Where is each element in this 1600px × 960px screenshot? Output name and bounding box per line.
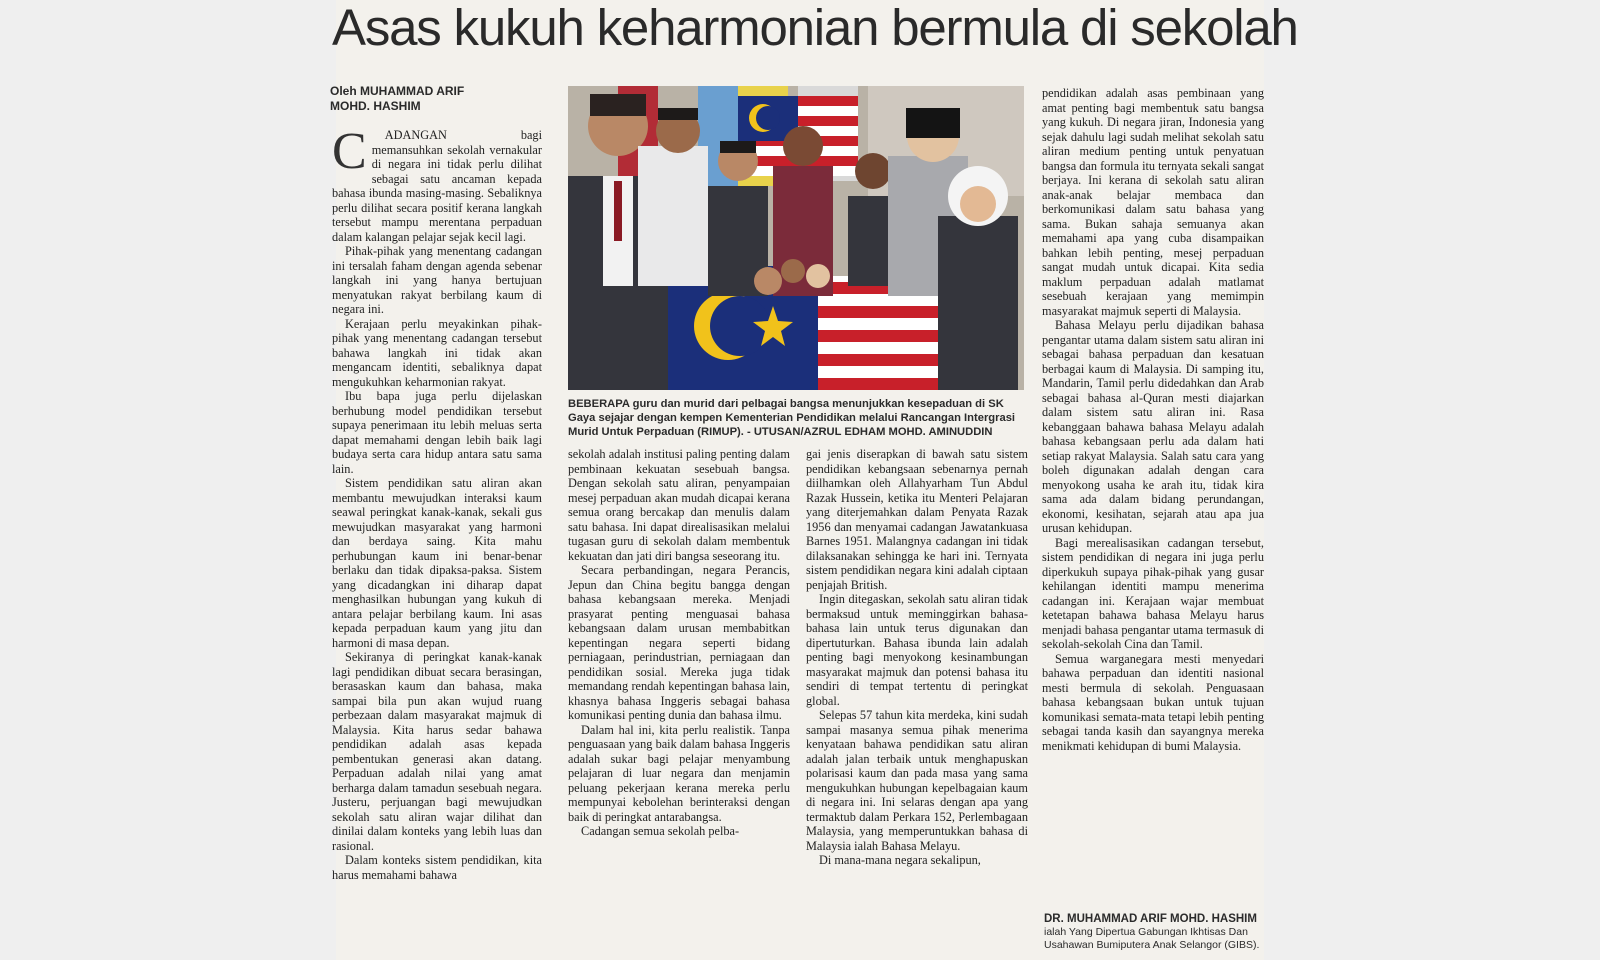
author-role: ialah Yang Dipertua Gabungan Ikhtisas Dan Usahawan Bumiputera Anak Selangor (GIBS). (1044, 926, 1260, 951)
paragraph: Dalam konteks sistem pendidikan, kita harus memahami bahawa (332, 853, 542, 882)
paragraph: Ingin ditegaskan, sekolah satu aliran tidak bermaksud untuk meminggirkan bahasa-bahasa lain untuk terus digunakan dan dipertuturkan. Bahasa ibunda lain adalah penting bagi menyokong kesinambungan masyarakat majmuk dan potensi bahasa itu sendiri di tempat tertentu di peringkat global. (806, 592, 1028, 708)
paragraph: Dalam hal ini, kita perlu realistik. Tanpa penguasaan yang baik dalam bahasa Inggeris adalah sukar bagi pelajar menyambung pelajaran di luar negara dan menjamin peluang pekerjaan kerana mereka perlu mempunyai kebolehan berinteraksi dengan baik di peringkat antarabangsa. (568, 722, 790, 824)
paragraph: Kerajaan perlu meyakinkan pihak-pihak yang menentang cadangan tersebut bahawa langkah ini tidak akan mengancam identiti, sebaliknya dapat mengukuhkan keharmonian rakyat. (332, 316, 542, 389)
author-signature (1044, 912, 1264, 952)
photo-caption: BEBERAPA guru dan murid dari pelbagai bangsa menunjukkan kesepaduan di SK Gaya sejajar dengan kempen Kementerian Pendidikan melalui Rancangan Intergrasi Murid Untuk Perpaduan (RIMUP). - UTUSAN/AZRUL EDHAM MOHD. AMINUDDIN (568, 398, 1016, 438)
author-name: DR. MUHAMMAD ARIF MOHD. HASHIM (1044, 913, 1257, 925)
paragraph: Bagi merealisasikan cadangan tersebut, sistem pendidikan di negara ini juga perlu diperkukuh supaya pihak-pihak yang gusar kehilangan identiti mampu menerima cadangan ini. Kerajaan wajar membuat ketetapan bahawa bahasa Melayu harus menjadi bahasa pengantar utama termasuk di sekolah-sekolah Cina dan Tamil. (1042, 535, 1264, 651)
article-column-4 (1042, 86, 1264, 906)
paragraph: Ibu bapa juga perlu dijelaskan berhubung model pendidikan tersebut supaya penerimaan itu lebih meluas serta dapat memahami dengan lebih baik lagi budaya serta cara hidup antara satu sama lain. (332, 389, 542, 476)
drop-cap: C (332, 123, 367, 180)
article-column-3 (806, 447, 1028, 960)
paragraph: sekolah adalah institusi paling penting dalam pembinaan kekuatan sesebuah bangsa. Dengan sekolah satu aliran, penyampaian mesej perpaduan akan mudah dicapai kerana semua orang bercakap dan menulis dalam satu bahasa. Ini dapat direalisasikan melalui tugasan guru di sekolah dalam membentuk kekuatan dan jati diri bangsa seseorang itu. (568, 447, 790, 563)
paragraph: Sistem pendidikan satu aliran akan membantu mewujudkan interaksi kaum seawal peringkat kanak-kanak, sekali gus mewujudkan masyarakat yang harmoni dan berdaya saing. Kita mahu perhubungan kaum ini benar-benar berlaku dan tidak dipaksa-paksa. Sistem yang dicadangkan ini diharap dapat menghasilkan hubungan yang kukuh di antara pelajar berbilang kaum. Ini asas kepada perpaduan kaum yang jitu dan harmoni di masa depan. (332, 476, 542, 650)
newspaper-clipping (330, 0, 1298, 960)
article-column-2 (568, 447, 790, 960)
byline-line-1: Oleh MUHAMMAD ARIF (330, 84, 465, 98)
paragraph: pendidikan adalah asas pembinaan yang amat penting bagi membentuk satu bangsa yang kukuh. Di negara jiran, Indonesia yang sejak dahulu lagi sudah melihat sekolah satu aliran medium penting untuk penyatuan bangsa dan formula itu ternyata sekali sangat berjaya. Ini kerana di sekolah satu aliran anak-anak belajar membaca dan berkomunikasi dalam satu bahasa yang sama. Bukan sahaja semuanya akan memahami apa yang cuba disampaikan bahkan lebih penting, mesej perpaduan sangat mudah untuk dicapai. Kita sedia maklum perpaduan adalah matlamat sesebuah kerajaan yang memimpin masyarakat majmuk seperti di Malaysia. (1042, 86, 1264, 318)
headline: Asas kukuh keharmonian bermula di sekolah (332, 0, 1298, 56)
paragraph: ADANGAN bagi memansuhkan sekolah vernakular di negara ini tidak perlu dilihat sebagai satu ancaman kepada bahasa ibunda masing-masing. Sebaliknya perlu dilihat secara positif kerana langkah tersebut mampu merentana perpaduan dalam kalangan pelajar sejak kecil lagi. (332, 128, 542, 244)
paragraph: Semua warganegara mesti menyedari bahawa perpaduan dan identiti nasional mesti bermula di sekolah. Penguasaan bahasa kebangsaan bukan untuk tujuan komunikasi semata-mata tetapi lebih penting sebagai tanda kasih dan sayangnya mereka menikmati kehidupan di bumi Malaysia. (1042, 651, 1264, 753)
paragraph: Di mana-mana negara sekalipun, (819, 853, 981, 867)
paragraph: Selepas 57 tahun kita merdeka, kini sudah sampai masanya semua pihak menerima kenyataan bahawa pendidikan satu aliran adalah jalan terbaik untuk menghapuskan polarisasi kaum dan pada masa yang sama mengukuhkan hubungan kepelbagaian kaum di negara ini. Ini selaras dengan apa yang termaktub dalam Perkara 152, Perlembagaan Malaysia, yang memperuntukkan bahasa di Malaysia ialah Bahasa Melayu. (806, 708, 1028, 853)
article-column-1 (332, 123, 542, 960)
photo-illustration (568, 86, 1024, 390)
paragraph: Secara perbandingan, negara Perancis, Jepun dan China begitu bangga dengan bahasa kebangsaan mereka. Menjadi prasyarat penting menguasai bahasa kebangsaan dalam urusan membabitkan kepentingan negara seperti bidang perniagaan, perindustrian, perniagaan dan pendidikan sosial. Mereka juga tidak memandang rendah kepentingan bahasa lain, khasnya bahasa Inggeris sebagai bahasa komunikasi penting dunia dan bahasa ilmu. (568, 563, 790, 722)
paragraph: Cadangan semua sekolah pelba- (581, 824, 740, 838)
byline (330, 84, 530, 113)
news-photo (568, 86, 1024, 390)
paragraph: gai jenis diserapkan di bawah satu sistem pendidikan kebangsaan sebenarnya pernah diilhamkan oleh Allahyarham Tun Abdul Razak Hussein, ketika itu Menteri Pelajaran yang diterjemahkan dalam Penyata Razak 1956 dan menyamai cadangan Jawatankuasa Barnes 1951. Malangnya cadangan ini tidak dilaksanakan sehingga ke hari ini. Ternyata sistem pendidikan negara kini adalah ciptaan penjajah British. (806, 447, 1028, 592)
paragraph: Sekiranya di peringkat kanak-kanak lagi pendidikan dibuat secara berasingan, berasaskan kaum dan bahasa, maka sampai bila pun akan wujud ruang perbezaan dalam masyarakat majmuk di Malaysia. Kita harus sedar bahawa pendidikan adalah asas kepada pembentukan generasi akan datang. Perpaduan adalah nilai yang amat berharga dalam tamadun sesebuah negara. Justeru, perjuangan bagi mewujudkan sekolah satu aliran wajar dilihat dan dinilai dalam konteks yang lebih luas dan rasional. (332, 650, 542, 853)
paragraph: Pihak-pihak yang menentang cadangan ini tersalah faham dengan agenda sebenar langkah ini yang hanya bertujuan menyatukan rakyat berbilang kaum di negara ini. (332, 244, 542, 316)
paragraph: Bahasa Melayu perlu dijadikan bahasa pengantar utama dalam sistem satu aliran ini sebagai bahasa perpaduan dan kesatuan berbagai kaum di Malaysia. Di samping itu, Mandarin, Tamil perlu didedahkan dan Arab sebagai bahasa al-Quran mesti diajarkan dalam sistem satu aliran ini. Rasa kebanggaan bahawa bahasa Melayu adalah bahasa kebangsaan perlu ada dalam hati setiap rakyat Malaysia. Salah satu cara yang boleh digunakan adalah dengan cara menyokong usaha ke arah itu, tidak kira sama ada dalam bidang perundangan, ekonomi, kesihatan, sejarah atau apa jua urusan kehidupan. (1042, 318, 1264, 535)
byline-line-2: MOHD. HASHIM (330, 98, 421, 113)
